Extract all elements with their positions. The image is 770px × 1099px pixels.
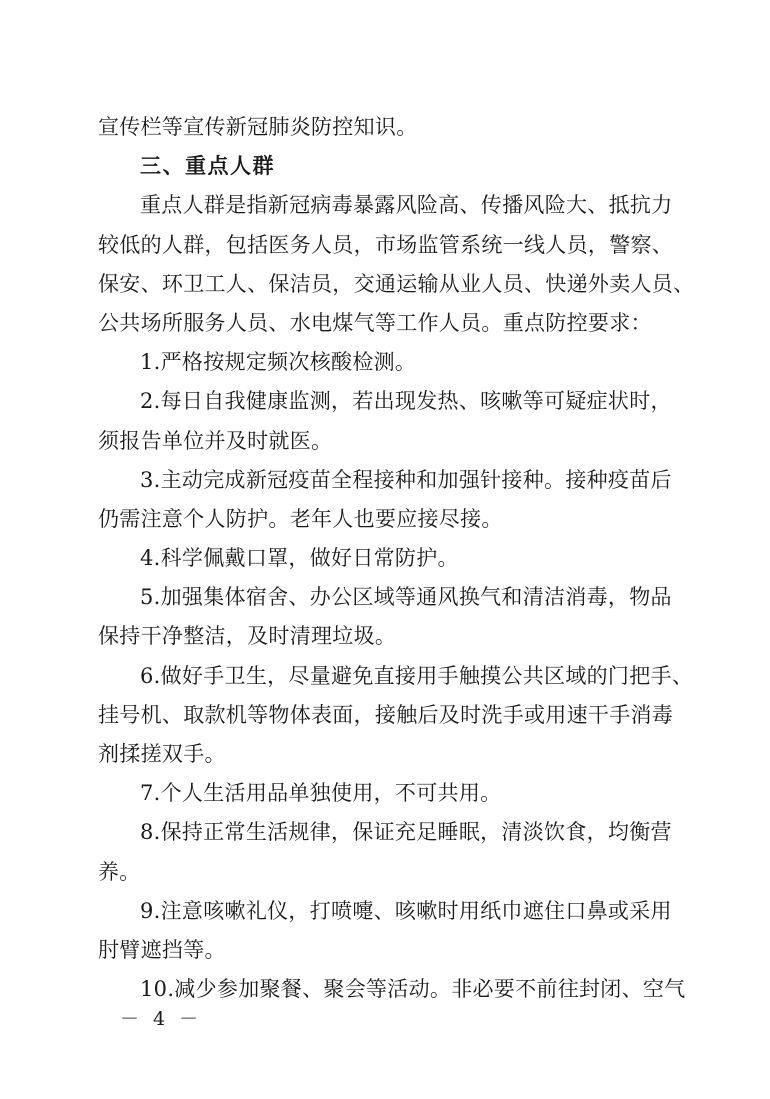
text-line: 较低的人群，包括医务人员，市场监管系统一线人员，警察、 [98, 232, 674, 257]
text-line: 保持干净整洁，及时清理垃圾。 [98, 624, 397, 649]
text-line: 1.严格按规定频次核酸检测。 [140, 350, 417, 375]
text-line: 6.做好手卫生，尽量避免直接用手触摸公共区域的门把手、 [140, 663, 694, 688]
text-line: 5.加强集体宿舍、办公区域等通风换气和清洁消毒，物品 [140, 585, 672, 610]
text-line: 肘臂遮挡等。 [98, 937, 226, 962]
text-line: 保安、环卫工人、保洁员，交通运输从业人员、快递外卖人员、 [98, 271, 695, 296]
text-line: 重点人群是指新冠病毒暴露风险高、传播风险大、抵抗力 [140, 193, 673, 218]
section-heading: 三、重点人群 [140, 154, 275, 179]
document-body [98, 108, 698, 1009]
text-line: 公共场所服务人员、水电煤气等工作人员。重点防控要求： [98, 310, 652, 335]
text-line: 8.保持正常生活规律，保证充足睡眠，清淡饮食，均衡营 [140, 820, 672, 845]
text-line: 挂号机、取款机等物体表面，接触后及时洗手或用速干手消毒 [98, 702, 674, 727]
text-line: 7.个人生活用品单独使用，不可共用。 [140, 781, 502, 806]
text-line: 宣传栏等宣传新冠肺炎防控知识。 [98, 115, 418, 139]
text-line: 养。 [98, 859, 141, 884]
text-line: 3.主动完成新冠疫苗全程接种和加强针接种。接种疫苗后 [140, 467, 672, 492]
text-line: 仍需注意个人防护。老年人也要应接尽接。 [98, 506, 503, 531]
text-line: 须报告单位并及时就医。 [98, 428, 333, 453]
text-line: 4.科学佩戴口罩，做好日常防护。 [140, 546, 459, 571]
text-line: 10.减少参加聚餐、聚会等活动。非必要不前往封闭、空气 [140, 977, 686, 1002]
page-number: － 4 － [120, 1008, 203, 1030]
text-line: 剂揉搓双手。 [98, 742, 226, 766]
text-line: 9.注意咳嗽礼仪，打喷嚏、咳嗽时用纸巾遮住口鼻或采用 [140, 898, 672, 923]
text-line: 2.每日自我健康监测，若出现发热、咳嗽等可疑症状时， [140, 389, 672, 414]
